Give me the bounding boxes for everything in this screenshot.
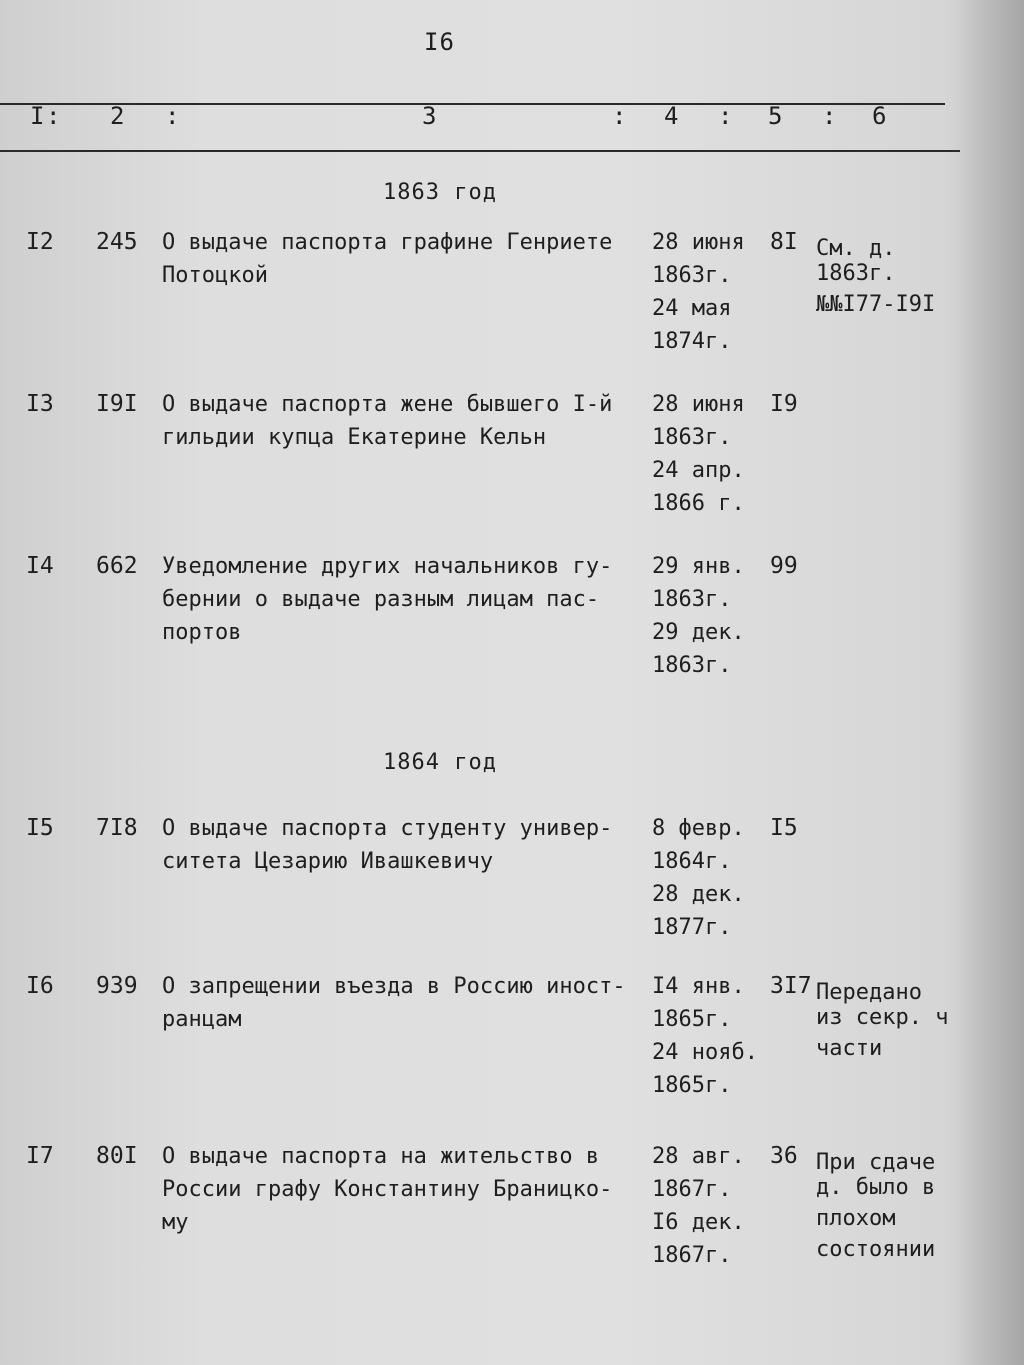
case-note-line: из секр. ч xyxy=(816,1005,949,1030)
case-date-line: 24 апр. xyxy=(652,458,745,483)
page-edge-shadow xyxy=(954,0,1024,1365)
case-note-line: Передано xyxy=(816,980,922,1005)
case-date-line: 8 февр. xyxy=(652,816,745,841)
column-separator: : xyxy=(718,102,733,130)
case-title-line: гильдии купца Екатерине Кельн xyxy=(162,425,547,450)
case-date-line: 29 дек. xyxy=(652,620,745,645)
sheet-count: 99 xyxy=(770,553,798,579)
case-date-line: 28 июня xyxy=(652,392,745,417)
column-separator: : xyxy=(46,102,61,130)
case-number: I9I xyxy=(96,391,138,417)
case-note-line: состоянии xyxy=(816,1237,936,1262)
header-rule-top xyxy=(0,103,945,105)
case-date-line: 29 янв. xyxy=(652,554,745,579)
column-header-2: 2 xyxy=(110,102,125,130)
column-separator: : xyxy=(612,102,627,130)
case-number: 245 xyxy=(96,229,138,255)
case-date-line: 24 мая xyxy=(652,296,732,321)
column-header-5: 5 xyxy=(768,102,783,130)
case-number: 80I xyxy=(96,1143,138,1169)
case-date-line: 1864г. xyxy=(652,849,732,874)
case-note-line: При сдаче xyxy=(816,1150,936,1175)
sheet-count: 8I xyxy=(770,229,798,255)
case-date-line: 1874г. xyxy=(652,329,732,354)
case-title-line: О выдаче паспорта жене бывшего I-й xyxy=(162,392,613,417)
case-date-line: 1867г. xyxy=(652,1243,732,1268)
case-date-line: I6 дек. xyxy=(652,1210,745,1235)
case-number: 7I8 xyxy=(96,815,138,841)
case-date-line: 1865г. xyxy=(652,1007,732,1032)
case-title-line: портов xyxy=(162,620,242,645)
entry-number: I2 xyxy=(26,229,54,255)
case-date-line: 1867г. xyxy=(652,1177,732,1202)
year-heading-1864: 1864 год xyxy=(383,750,497,775)
case-note-line: части xyxy=(816,1036,883,1061)
case-date-line: 28 июня xyxy=(652,230,745,255)
sheet-count: 36 xyxy=(770,1143,798,1169)
column-header-4: 4 xyxy=(664,102,679,130)
case-date-line: 28 авг. xyxy=(652,1144,745,1169)
case-date-line: 28 дек. xyxy=(652,882,745,907)
case-note-line: плохом xyxy=(816,1206,896,1231)
page-number: I6 xyxy=(424,28,455,56)
entry-number: I3 xyxy=(26,391,54,417)
sheet-count: 3I7 xyxy=(770,973,812,999)
case-number: 662 xyxy=(96,553,138,579)
case-title-line: О выдаче паспорта на жительство в xyxy=(162,1144,600,1169)
entry-number: I5 xyxy=(26,815,54,841)
case-title-line: Уведомление других начальников гу- xyxy=(162,554,613,579)
case-date-line: 24 нояб. xyxy=(652,1040,758,1065)
case-title-line: ситета Цезарию Ивашкевичу xyxy=(162,849,494,874)
case-note-line: д. было в xyxy=(816,1175,936,1200)
case-note-line: №№I77-I9I xyxy=(816,292,936,317)
case-title-line: ранцам xyxy=(162,1007,242,1032)
case-title-line: России графу Константину Браницко- xyxy=(162,1177,613,1202)
entry-number: I4 xyxy=(26,553,54,579)
case-title-line: О выдаче паспорта студенту универ- xyxy=(162,816,613,841)
sheet-count: I9 xyxy=(770,391,798,417)
column-header-1: I xyxy=(30,102,45,130)
case-date-line: 1863г. xyxy=(652,263,732,288)
case-date-line: 1865г. xyxy=(652,1073,732,1098)
entry-number: I6 xyxy=(26,973,54,999)
case-title-line: О запрещении въезда в Россию иност- xyxy=(162,974,626,999)
column-separator: : xyxy=(165,102,180,130)
column-header-3: 3 xyxy=(422,102,437,130)
case-title-line: О выдаче паспорта графине Генриете xyxy=(162,230,613,255)
year-heading-1863: 1863 год xyxy=(383,180,497,205)
case-title-line: му xyxy=(162,1210,189,1235)
column-separator: : xyxy=(822,102,837,130)
header-rule-bottom xyxy=(0,150,960,152)
column-header-6: 6 xyxy=(872,102,887,130)
case-date-line: 1877г. xyxy=(652,915,732,940)
case-date-line: 1863г. xyxy=(652,587,732,612)
case-note-line: См. д. xyxy=(816,236,896,261)
case-title-line: бернии о выдаче разным лицам пас- xyxy=(162,587,600,612)
case-date-line: 1866 г. xyxy=(652,491,745,516)
case-date-line: 1863г. xyxy=(652,653,732,678)
sheet-count: I5 xyxy=(770,815,798,841)
entry-number: I7 xyxy=(26,1143,54,1169)
case-date-line: I4 янв. xyxy=(652,974,745,999)
case-date-line: 1863г. xyxy=(652,425,732,450)
case-number: 939 xyxy=(96,973,138,999)
case-note-line: 1863г. xyxy=(816,261,896,286)
case-title-line: Потоцкой xyxy=(162,263,268,288)
